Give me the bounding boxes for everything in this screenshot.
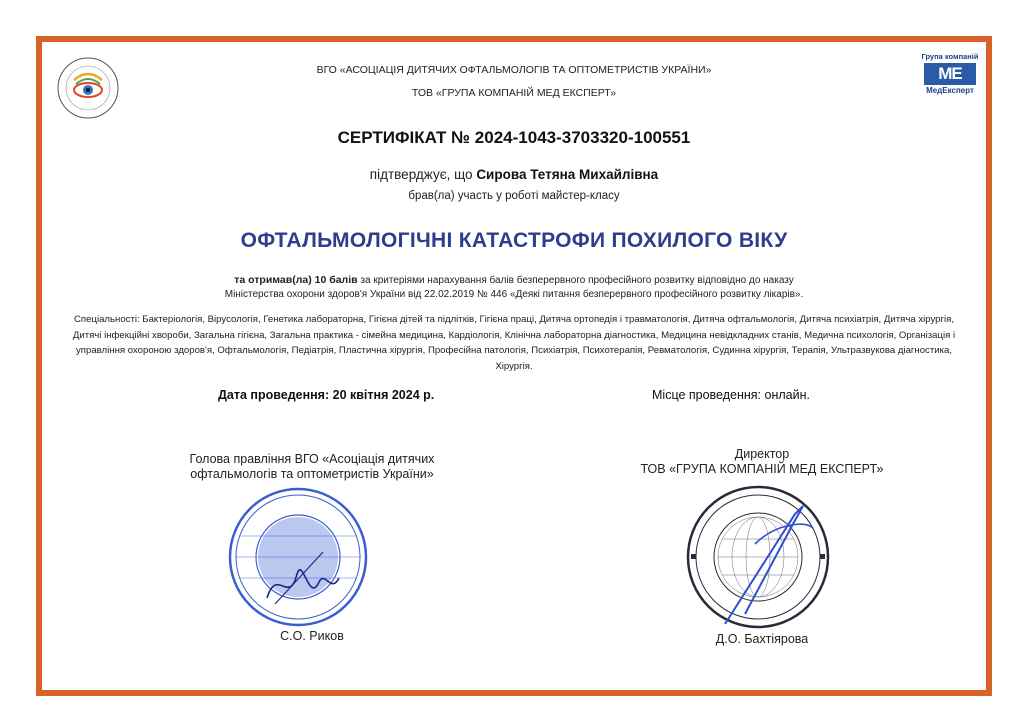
recipient-name: Сирова Тетяна Михайлівна bbox=[476, 167, 659, 182]
specialties-list: Спеціальності: Бактеріологія, Вірусологія, Генетика лабораторна, Гігієна дітей та підлітків, Гігієна праці, Дитяча ортопедія і травматологія, Дитяча офтальмологія, Дитяча психіатрія, Дитяча хірургія, Дитячі інфекційні хвороби, Загальна гігієна, Загальна практика - сімейна медицина, Кардіологія, Клінічна лабораторна діагностика, Медицина невідкладних станів, Медична психологія, Організація і управління охороною здоров'я, Офтальмологія, Педіатрія, Пластична хірургія, Професійна патологія, Психіатрія, Психотерапія, Ревматологія, Судинна хірургія, Терапія, Ультразвукова діагностика, Хірургія. bbox=[72, 314, 956, 372]
left-signatory-name: С.О. Риков bbox=[280, 629, 344, 643]
participation-line: брав(ла) участь у роботі майстер-класу bbox=[408, 190, 620, 202]
right-title-line-2: ТОВ «ГРУПА КОМПАНІЙ МЕД ЕКСПЕРТ» bbox=[640, 462, 884, 476]
certificate-title: СЕРТИФІКАТ № 2024-1043-3703320-100551 bbox=[337, 128, 691, 147]
certificate-frame bbox=[36, 36, 992, 696]
points-bold: та отримав(ла) 10 балів bbox=[234, 274, 358, 286]
points-paragraph bbox=[42, 273, 986, 302]
left-title-line-2: офтальмологів та оптометристів України» bbox=[190, 467, 434, 481]
confirm-line bbox=[42, 167, 986, 182]
organization-line-1: ВГО «АСОЦІАЦІЯ ДИТЯЧИХ ОФТАЛЬМОЛОГІВ ТА ОПТОМЕТРИСТІВ УКРАЇНИ» bbox=[316, 64, 712, 76]
course-title: ОФТАЛЬМОЛОГІЧНІ КАТАСТРОФИ ПОХИЛОГО ВІКУ bbox=[240, 229, 788, 252]
confirm-prefix: підтверджує, що bbox=[369, 167, 477, 182]
logo-mark: МЕ bbox=[924, 63, 976, 85]
event-place: Місце проведення: онлайн. bbox=[652, 388, 810, 402]
right-signatory-title bbox=[592, 447, 932, 477]
logo-group-label: Група компаній bbox=[921, 52, 979, 61]
organization-line-2: ТОВ «ГРУПА КОМПАНІЙ МЕД ЕКСПЕРТ» bbox=[411, 87, 617, 99]
points-rest: за критеріями нарахування балів безперервного професійного розвитку відповідно до наказу bbox=[357, 275, 794, 286]
event-date: Дата проведення: 20 квітня 2024 р. bbox=[218, 388, 435, 402]
left-signatory-title bbox=[162, 452, 462, 482]
left-title-line-1: Голова правління ВГО «Асоціація дитячих bbox=[189, 452, 435, 466]
right-signatory-name: Д.О. Бахтіярова bbox=[715, 632, 809, 646]
points-line-2: Міністерства охорони здоров'я України від 22.02.2019 № 446 «Деякі питання безперервного професійного розвитку лікарів». bbox=[224, 289, 804, 300]
logo-brand: МедЕксперт bbox=[926, 86, 974, 95]
company-stamp-icon bbox=[685, 484, 831, 630]
right-title-line-1: Директор bbox=[734, 447, 790, 461]
association-stamp-icon bbox=[227, 486, 369, 628]
points-line-1 bbox=[42, 273, 986, 288]
